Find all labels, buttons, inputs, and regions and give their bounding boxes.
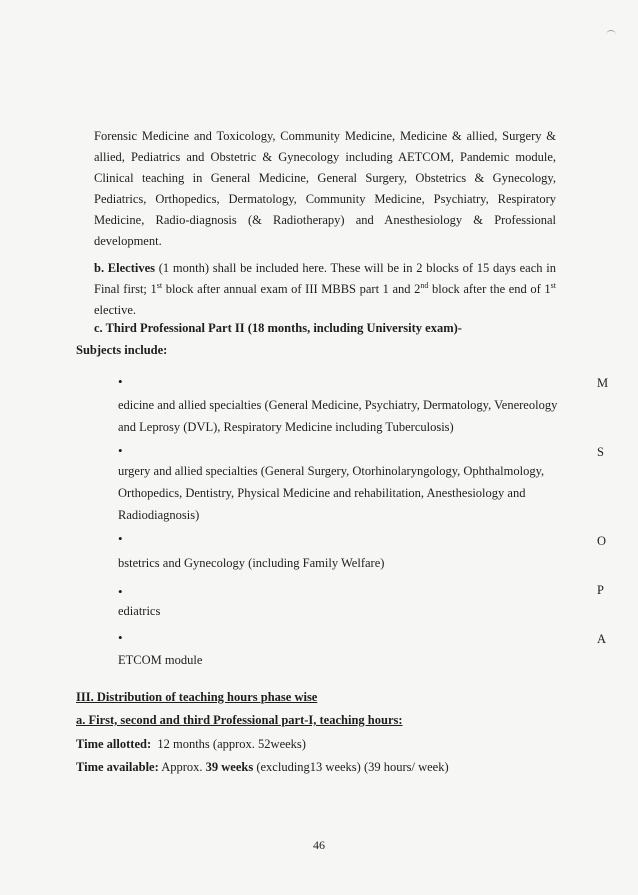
subject-initial-letter: P (597, 583, 604, 597)
electives-sup-2: nd (420, 280, 429, 290)
electives-text-2: block after annual exam of III MBBS part 1 and 2 (162, 282, 421, 296)
time-available-text-1: Approx. (158, 760, 206, 774)
subject-initial-letter: M (597, 376, 609, 390)
subject-text-obstetrics: bstetrics and Gynecology (including Family Welfare) (118, 556, 385, 570)
third-professional-heading: c. Third Professional Part II (18 months, including University exam)- (94, 321, 462, 335)
bullet-icon: • (118, 531, 123, 546)
bullet-icon: • (118, 584, 123, 599)
electives-text-4: elective. (94, 303, 136, 317)
electives-sup-1: st (156, 280, 163, 290)
corner-mark-icon (606, 30, 616, 39)
bullet-icon: • (118, 443, 123, 458)
electives-text-1: (1 month) shall be included here. These will be in 2 blocks of 15 days each in Final first; 1 (94, 261, 556, 296)
bullet-icon: • (118, 630, 123, 645)
time-available-row (76, 760, 449, 775)
subjects-label: Subjects include: (76, 343, 168, 357)
paragraph-subjects-list: Forensic Medicine and Toxicology, Community Medicine, Medicine & allied, Surgery & allied, Pediatrics and Obstetric & Gynecology including AETCOM, Pandemic module, Clinical teaching in General Medicine, General Surgery, Obstetrics & Gynecology, Pediatrics, Orthopedics, Dermatology, Community Medicine, Psychiatry, Respiratory Medicine, Radio-diagnosis (& Radiotherapy) and Anesthesiology & Professional development. (94, 129, 556, 248)
page-number: 46 (313, 838, 325, 852)
subject-initial-letter: S (597, 445, 604, 459)
time-allotted-label: Time allotted: (76, 737, 152, 751)
subject-text-surgery: urgery and allied specialties (General Surgery, Otorhinolaryngology, Ophthalmology, Orthopedics, Dentistry, Physical Medicine and rehabilitation, Anesthesiology and Radiodiagnosis) (118, 464, 545, 522)
subject-initial-letter: O (597, 534, 607, 548)
paragraph-electives (94, 258, 556, 321)
time-allotted-value: 12 months (approx. 52weeks) (157, 737, 306, 751)
time-allotted-row (76, 737, 306, 752)
time-available-weeks: 39 weeks (205, 760, 254, 774)
subject-text-pediatrics: ediatrics (118, 604, 161, 618)
subject-text-medicine: edicine and allied specialties (General Medicine, Psychiatry, Dermatology, Venereology and Leprosy (DVL), Respiratory Medicine including Tuberculosis) (118, 398, 558, 434)
time-available-label: Time available: (76, 760, 159, 774)
section-heading: III. Distribution of teaching hours phase wise (76, 690, 318, 704)
time-available-text-2: (excluding13 weeks) (39 hours/ week) (253, 760, 449, 774)
bullet-icon: • (118, 374, 123, 389)
subject-initial-letter: A (597, 632, 607, 646)
subject-text-aetcom: ETCOM module (118, 653, 203, 667)
electives-sup-3: st (550, 280, 556, 290)
electives-text-3: block after the end of 1 (428, 282, 551, 296)
sub-heading: a. First, second and third Professional part-I, teaching hours: (76, 713, 403, 727)
electives-label: b. Electives (94, 261, 156, 275)
